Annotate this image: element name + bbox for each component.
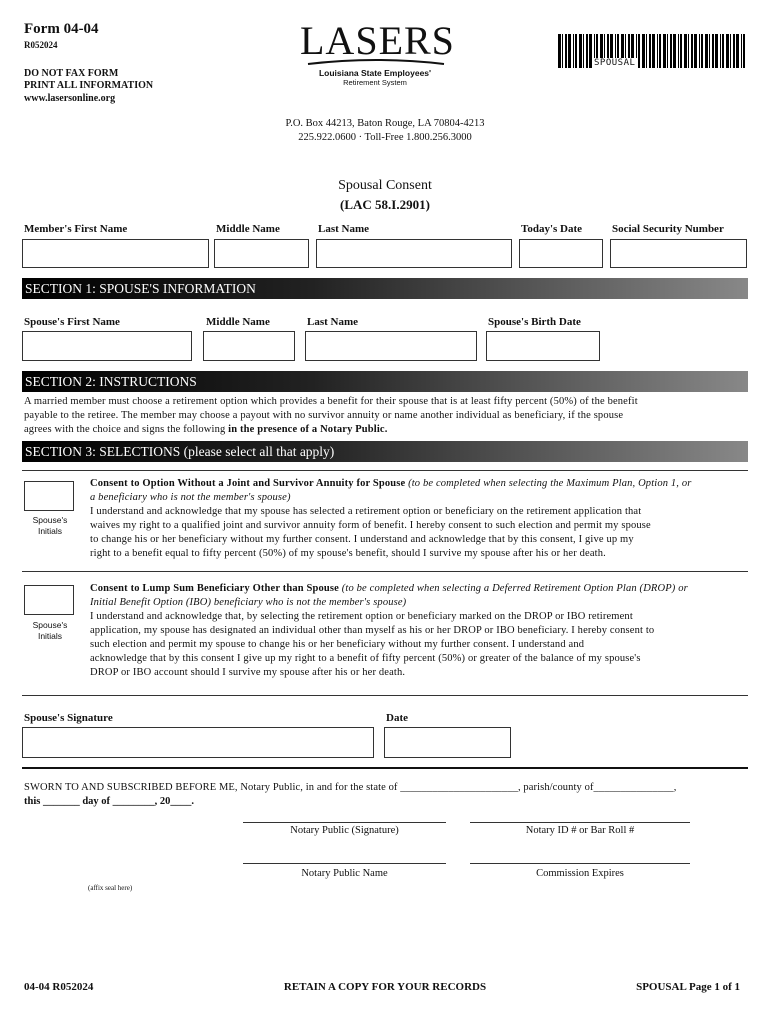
spouse-middle-name-label: Middle Name bbox=[206, 316, 270, 328]
option2-title: Consent to Lump Sum Beneficiary Other than Spouse bbox=[90, 583, 339, 594]
form-number: Form 04-04 bbox=[24, 21, 99, 37]
ssn-label: Social Security Number bbox=[612, 223, 724, 235]
notary-signature-line[interactable] bbox=[243, 822, 446, 823]
option1-note2: a beneficiary who is not the member's spouse) bbox=[90, 492, 291, 503]
logo-swoosh-icon bbox=[306, 58, 446, 68]
notary-name-label: Notary Public Name bbox=[301, 868, 388, 879]
option2-line2: application, my spouse has designated an individual other than myself as his or her DROP or IBO beneficiary. I hereby consent to bbox=[90, 625, 655, 636]
seal-note: (affix seal here) bbox=[88, 884, 133, 892]
option2-line1: I understand and acknowledge that, by selecting the retirement option or beneficiary marked on the DROP or IBO retirement bbox=[90, 611, 633, 622]
spouse-first-name-field[interactable] bbox=[22, 331, 192, 361]
option2-note: (to be completed when selecting a Deferred Retirement Option Plan (DROP) or bbox=[338, 583, 688, 594]
logo-sub2: Retirement System bbox=[343, 78, 407, 87]
option2-line5: DROP or IBO account should I survive my spouse after his or her death. bbox=[90, 667, 406, 678]
option1-line1: I understand and acknowledge that my spouse has selected a retirement option or beneficiary on the retirement application that bbox=[90, 506, 642, 517]
barcode-label: SPOUSAL bbox=[594, 58, 636, 68]
member-middle-name-field[interactable] bbox=[214, 239, 309, 268]
barcode bbox=[556, 34, 748, 70]
sworn-statement: SWORN TO AND SUBSCRIBED BEFORE ME, Notary Public, in and for the state of ______________________, parish/county of_______________, bbox=[24, 782, 677, 793]
member-first-name-label: Member's First Name bbox=[24, 223, 128, 235]
option2-initials-label2: Initials bbox=[37, 631, 63, 641]
instructions-notary-text: in the presence of a Notary Public. bbox=[228, 424, 388, 435]
instructions-line2: payable to the retiree. The member may choose a payout with no survivor annuity or name another individual as beneficiary, if the spouse bbox=[24, 410, 624, 421]
option1-initials-label1: Spouse's bbox=[32, 515, 68, 525]
section2-heading: SECTION 2: INSTRUCTIONS bbox=[22, 371, 748, 392]
notary-id-label: Notary ID # or Bar Roll # bbox=[525, 825, 635, 836]
commission-expires-label: Commission Expires bbox=[536, 868, 624, 879]
notary-id-line[interactable] bbox=[470, 822, 690, 823]
commission-expires-line[interactable] bbox=[470, 863, 690, 864]
spouse-first-name-label: Spouse's First Name bbox=[24, 316, 120, 328]
page-title: Spousal Consent bbox=[338, 178, 432, 193]
notary-signature-label: Notary Public (Signature) bbox=[290, 825, 399, 836]
option2-note2: Initial Benefit Option (IBO) beneficiary who is not the member's spouse) bbox=[90, 597, 407, 608]
signature-date-label: Date bbox=[386, 712, 408, 724]
website: www.lasersonline.org bbox=[24, 93, 116, 104]
option1-initials-box[interactable] bbox=[24, 481, 74, 511]
option2-line3: such election and permit my spouse to change his or her beneficiary without my further consent. I understand and bbox=[90, 639, 585, 650]
member-last-name-label: Last Name bbox=[318, 223, 370, 235]
option1-line3: to change his or her beneficiary without my further consent. I understand and acknowledge that by this consent, I give up my bbox=[90, 534, 634, 545]
footer-retain-notice: RETAIN A COPY FOR YOUR RECORDS bbox=[283, 981, 487, 993]
option1-line2: waives my right to a qualified joint and survivor annuity form of benefit. I hereby consent to such election and permit my spouse bbox=[90, 520, 651, 531]
option1-initials-label2: Initials bbox=[37, 526, 63, 536]
option2-initials-label1: Spouse's bbox=[32, 620, 68, 630]
todays-date-label: Today's Date bbox=[521, 223, 583, 235]
revision: R052024 bbox=[24, 40, 58, 50]
option1-line4: right to a benefit equal to fifty percent (50%) of my spouse's benefit, should I survive my spouse after his or her death. bbox=[90, 548, 606, 559]
instructions-line1: A married member must choose a retirement option which provides a benefit for their spouse that is at least fifty percent (50%) of the benefit bbox=[24, 396, 638, 407]
todays-date-field[interactable] bbox=[519, 239, 603, 268]
divider bbox=[22, 695, 748, 696]
member-first-name-field[interactable] bbox=[22, 239, 209, 268]
spouse-signature-label: Spouse's Signature bbox=[24, 712, 113, 724]
spouse-birth-date-field[interactable] bbox=[486, 331, 600, 361]
logo-sub1: Louisiana State Employees' bbox=[318, 68, 432, 78]
option1-title-line bbox=[90, 477, 692, 491]
member-middle-name-label: Middle Name bbox=[216, 223, 280, 235]
date-statement: this _______ day of ________, 20____. bbox=[24, 796, 195, 807]
option1-title: Consent to Option Without a Joint and Survivor Annuity for Spouse bbox=[90, 478, 406, 489]
notary-name-line[interactable] bbox=[243, 863, 446, 864]
instructions-text: agrees with the choice and signs the following bbox=[24, 424, 229, 435]
member-last-name-field[interactable] bbox=[316, 239, 512, 268]
logo-text: LASERS bbox=[300, 18, 455, 63]
spouse-signature-field[interactable] bbox=[22, 727, 374, 758]
spouse-last-name-label: Last Name bbox=[307, 316, 359, 328]
print-notice: PRINT ALL INFORMATION bbox=[24, 80, 154, 91]
section1-heading: SECTION 1: SPOUSE'S INFORMATION bbox=[22, 278, 748, 299]
option2-initials-box[interactable] bbox=[24, 585, 74, 615]
signature-date-field[interactable] bbox=[384, 727, 511, 758]
divider bbox=[22, 767, 748, 769]
barcode-icon bbox=[556, 34, 748, 70]
option1-note: (to be completed when selecting the Maximum Plan, Option 1, or bbox=[405, 478, 692, 489]
spouse-birth-date-label: Spouse's Birth Date bbox=[488, 316, 581, 328]
spouse-middle-name-field[interactable] bbox=[203, 331, 295, 361]
instructions-line3 bbox=[24, 423, 388, 437]
spouse-last-name-field[interactable] bbox=[305, 331, 477, 361]
lasers-logo bbox=[300, 18, 455, 87]
footer-page-number: SPOUSAL Page 1 of 1 bbox=[636, 981, 740, 993]
option2-title-line bbox=[90, 582, 688, 596]
section3-heading: SECTION 3: SELECTIONS (please select all that apply) bbox=[22, 441, 748, 462]
address: P.O. Box 44213, Baton Rouge, LA 70804-4213 bbox=[285, 118, 485, 129]
option2-line4: acknowledge that by this consent I give up my right to a benefit of fifty percent (50%) or greater of the balance of my spouse's bbox=[90, 653, 641, 664]
footer-form-code: 04-04 R052024 bbox=[24, 981, 94, 993]
page-subtitle: (LAC 58.I.2901) bbox=[340, 197, 430, 212]
phone: 225.922.0600 · Toll-Free 1.800.256.3000 bbox=[298, 132, 472, 143]
ssn-field[interactable] bbox=[610, 239, 747, 268]
divider bbox=[22, 571, 748, 572]
divider bbox=[22, 470, 748, 471]
no-fax-notice: DO NOT FAX FORM bbox=[24, 68, 119, 79]
